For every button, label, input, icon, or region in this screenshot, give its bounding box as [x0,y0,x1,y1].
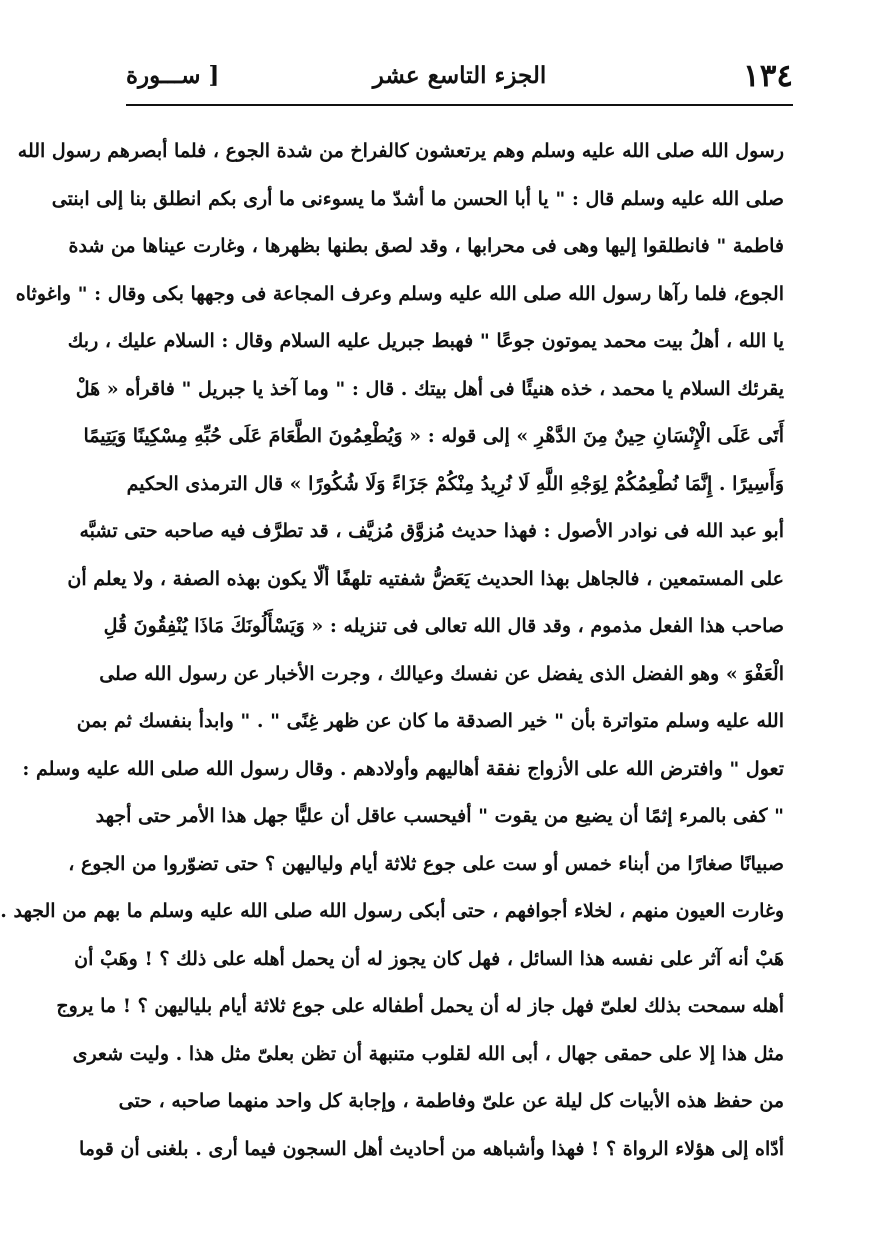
running-title: الجزء التاسع عشر [372,62,547,89]
text-line: رسول الله صلى الله عليه وسلم وهم يرتعشون كالفراخ من شدة الجوع ، فلما أبصرهم رسول الله [17,140,784,162]
text-line: صلى الله عليه وسلم قال : " يا أبا الحسن ما أشدّ ما يسوءنى ما أرى بكم انطلق بنا إلى ابنتى [51,187,784,210]
text-line: وغارت العيون منهم ، لخلاء أجوافهم ، حتى أبكى رسول الله صلى الله عليه وسلم ما بهم من الجهد . [0,900,784,922]
text-line: أدّاه إلى هؤلاء الرواة ؟ ! فهذا وأشباهه من أحاديث أهل السجون فيما أرى . بلغنى أن قوما [78,1137,784,1160]
text-line: " كفى بالمرء إثمًا أن يضيع من يقوت " أفيحسب عاقل أن عليًّا جهل هذا الأمر حتى أجهد [95,805,784,827]
text-line: يا الله ، أهلُ بيت محمد يموتون جوعًا " فهبط جبريل عليه السلام وقال : السلام عليك ، ربك [67,330,784,352]
text-line: الله عليه وسلم متواترة بأن " خير الصدقة ما كان عن ظهر غِنًى " . " وابدأ بنفسك ثم بمن [76,710,784,732]
text-line: مثل هذا إلا على حمقى جهال ، أبى الله لقلوب متنبهة أن تظن بعلىّ مثل هذا . وليت شعرى [72,1042,784,1065]
text-line: فاطمة " فانطلقوا إليها وهى فى محرابها ، وقد لصق بطنها بظهرها ، وغارت عيناها من شدة [68,235,784,257]
header-rule [126,104,793,106]
text-line: أهله سمحت بذلك لعلىّ فهل جاز له أن يحمل أطفاله على جوع ثلاثة أيام بلياليهن ؟ ! ما يروج [56,995,784,1017]
text-line: الجوع، فلما رآها رسول الله صلى الله عليه وسلم وعرف المجاعة فى وجهها بكى وقال : " واغوثاه [15,282,784,305]
text-line: أَتَى عَلَى الْإِنْسَانِ حِينٌ مِنَ الدَّهْرِ » إلى قوله : « وَيُطْعِمُونَ الطَّعَامَ عَلَى حُبِّهِ مِسْكِينًا وَيَتِيمًا [83,425,784,447]
text-line: من حفظ هذه الأبيات كل ليلة عن علىّ وفاطمة ، وإجابة كل واحد منهما صاحبه ، حتى [118,1090,784,1112]
text-line: الْعَفْوَ » وهو الفضل الذى يفضل عن نفسك وعيالك ، وجرت الأخبار عن رسول الله صلى [99,662,784,685]
text-line: تعول " وافترض الله على الأزواج نفقة أهاليهم وأولادهم . وقال رسول الله صلى الله عليه وسلم : [22,757,784,780]
page-number: ١٣٤ [743,58,793,94]
page-header [126,52,793,100]
chapter-label: [ ســـورة [126,62,220,89]
text-line: يقرئك السلام يا محمد ، خذه هنيئًا فى أهل بيتك . قال : " وما آخذ يا جبريل " فاقرأه « هَلْ [75,377,784,400]
text-line: هَبْ أنه آثر على نفسه هذا السائل ، فهل كان يجوز له أن يحمل أهله على ذلك ؟ ! وهَبْ أن [74,947,784,970]
text-line: أبو عبد الله فى نوادر الأصول : فهذا حديث مُزوَّق مُزيَّف ، قد تطرَّف فيه صاحبه حتى تشبَّه [79,520,784,542]
text-line: صاحب هذا الفعل مذموم ، وقد قال الله تعالى فى تنزيله : « وَيَسْأَلُونَكَ مَاذَا يُنْفِقُونَ قُلِ [103,615,784,637]
text-line: صبيانًا صغارًا من أبناء خمس أو ست على جوع ثلاثة أيام ولياليهن ؟ حتى تضوّروا من الجوع ، [68,852,784,875]
body-text [0,128,784,1173]
text-line: وَأَسِيرًا . إِنَّمَا نُطْعِمُكُمْ لِوَجْهِ اللَّهِ لَا نُرِيدُ مِنْكُمْ جَزَاءً وَلَا شُكُورًا » قال الترمذى الحكيم [126,472,784,495]
text-line: على المستمعين ، فالجاهل بهذا الحديث يَعَضُّ شفتيه تلهفًا ألّا يكون بهذه الصفة ، ولا يعلم أن [67,567,784,590]
